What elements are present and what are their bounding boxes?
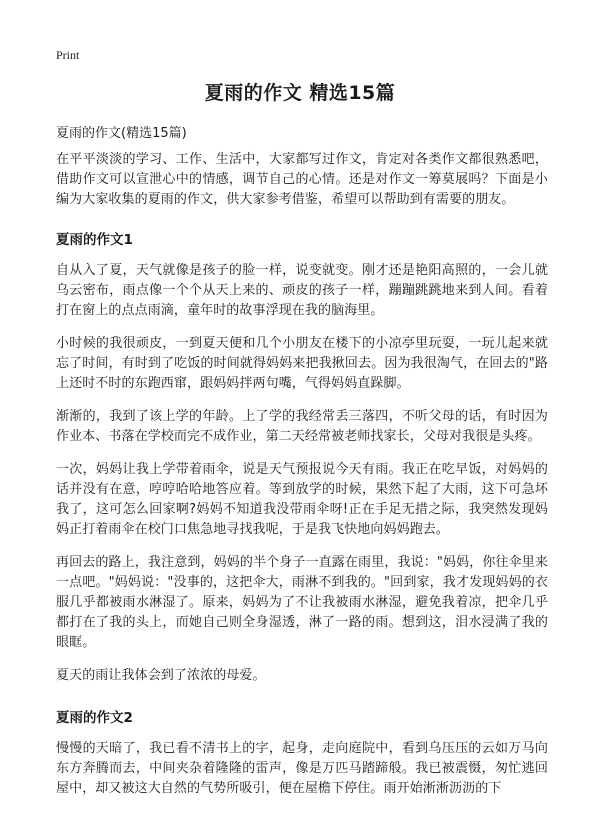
essay-1-paragraph: 渐渐的，我到了该上学的年龄。上了学的我经常丢三落四，不听父母的话，有时因为作业本、书落在学校而完不成作业，第二天经常被老师找家长，父母对我很是头疼。 bbox=[56, 409, 548, 444]
print-link[interactable]: Print bbox=[56, 48, 80, 62]
essay-1-paragraph: 自从入了夏，天气就像是孩子的脸一样，说变就变。刚才还是艳阳高照的，一会儿就乌云密布，雨点像一个个从天上来的、顽皮的孩子一样，蹦蹦跳跳地来到人间。看着打在窗上的点点雨滴，童年时的故事浮现在我的脑海里。 bbox=[56, 263, 548, 318]
document-subtitle: 夏雨的作文(精选15篇) bbox=[56, 126, 187, 141]
essay-2-heading: 夏雨的作文2 bbox=[56, 710, 133, 726]
essay-1-paragraph: 再回去的路上，我注意到，妈妈的半个身子一直露在雨里，我说："妈妈，你往伞里来一点吧。"妈妈说："没事的，这把伞大，雨淋不到我的。"回到家，我才发现妈妈的衣服几乎都被雨水淋湿了。原来，妈妈为了不让我被雨水淋湿，避免我着凉，把伞几乎都打在了我的头上，而她自己则全身湿透，淋了一路的雨。想到这，泪水浸满了我的眼眶。 bbox=[56, 555, 548, 650]
page-title: 夏雨的作文 精选15篇 bbox=[204, 82, 396, 104]
essay-1-paragraph: 夏天的雨让我体会到了浓浓的母爱。 bbox=[56, 668, 266, 683]
essay-1-paragraph: 小时候的我很顽皮，一到夏天便和几个小朋友在楼下的小凉亭里玩耍，一玩儿起来就忘了时间，有时到了吃饭的时间就得妈妈来把我揪回去。因为我很淘气，在回去的"路上还时不时的东跑西窜，跟妈妈拌两句嘴，气得妈妈直跺脚。 bbox=[56, 336, 548, 391]
essay-1-heading: 夏雨的作文1 bbox=[56, 232, 133, 248]
article-body bbox=[56, 150, 548, 812]
intro-paragraph: 在平平淡淡的学习、工作、生活中，大家都写过作文，肯定对各类作文都很熟悉吧，借助作文可以宣泄心中的情感，调节自己的心情。还是对作文一筹莫展吗？下面是小编为大家收集的夏雨的作文，供大家参考借鉴，希望可以帮助到有需要的朋友。 bbox=[56, 152, 548, 207]
essay-2-paragraph: 慢慢的天暗了，我已看不清书上的字，起身，走向庭院中，看到乌压压的云如万马向东方奔腾而去，中间夹杂着隆隆的雷声，像是万匹马踏蹄般。我已被震慑，匆忙逃回屋中，却又被这大自然的气势所吸引，便在屋檐下停住。雨开始淅淅沥沥的下 bbox=[56, 741, 548, 796]
essay-1-paragraph: 一次，妈妈让我上学带着雨伞，说是天气预报说今天有雨。我正在吃早饭，对妈妈的话并没有在意，哼哼哈哈地答应着。等到放学的时候，果然下起了大雨，这下可急坏我了，这可怎么回家啊?妈妈不知道我没带雨伞呀!正在手足无措之际，我突然发现妈妈正打着雨伞在校门口焦急地寻找我呢，于是我飞快地向妈妈跑去。 bbox=[56, 462, 548, 537]
